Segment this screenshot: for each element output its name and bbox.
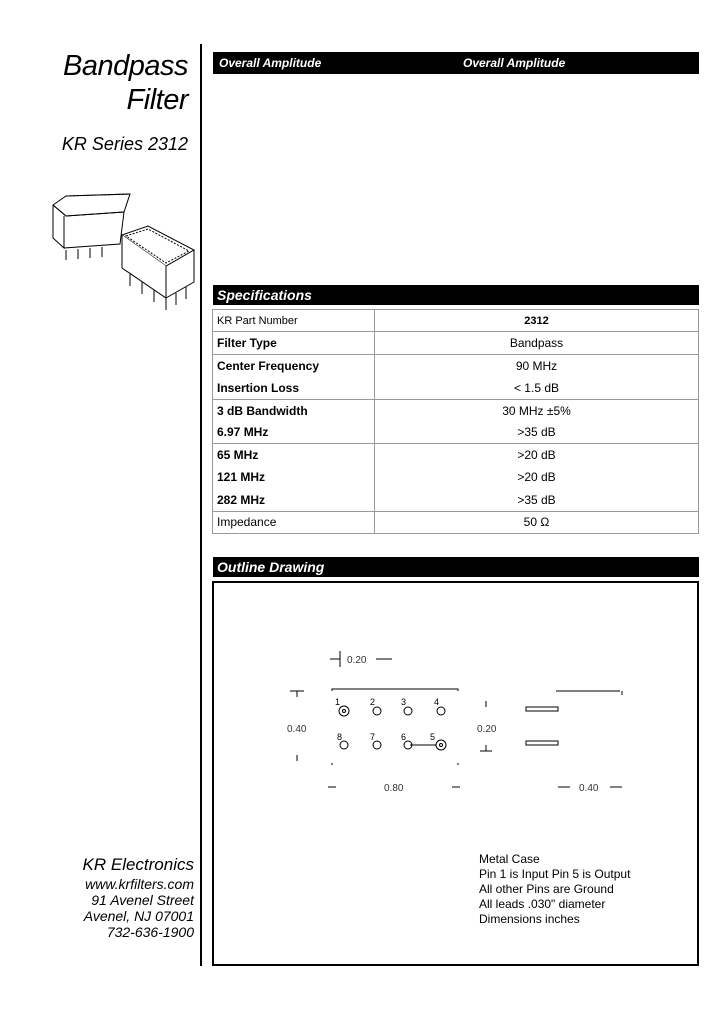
company-website: www.krfilters.com	[85, 876, 194, 892]
spec-value: >35 dB	[375, 489, 699, 511]
dim-label-left: 0.40	[287, 724, 307, 735]
pin-label: 8	[337, 732, 343, 742]
spec-label: KR Part Number	[213, 310, 375, 332]
amplitude-header-left: Overall Amplitude	[219, 56, 322, 70]
pin-label: 5	[430, 732, 436, 742]
pin-label: 4	[434, 697, 440, 707]
table-row	[213, 354, 699, 376]
table-row	[213, 489, 699, 511]
spec-label: Filter Type	[213, 332, 375, 354]
dim-label-bottom: 0.80	[384, 783, 404, 794]
table-row	[213, 511, 699, 533]
note-line: Pin 1 is Input Pin 5 is Output	[479, 867, 631, 881]
pin-label: 6	[401, 732, 407, 742]
specifications-heading: Specifications	[213, 285, 699, 305]
company-city: Avenel, NJ 07001	[83, 908, 194, 924]
company-street: 91 Avenel Street	[91, 892, 194, 908]
table-row	[213, 310, 699, 332]
note-line: All other Pins are Ground	[479, 882, 614, 896]
table-row	[213, 332, 699, 354]
product-title-line2: Filter	[126, 84, 188, 116]
table-row	[213, 421, 699, 443]
pin-label: 7	[370, 732, 376, 742]
spec-label: 6.97 MHz	[213, 421, 375, 443]
outline-drawing	[280, 645, 640, 805]
product-series: KR Series 2312	[61, 134, 188, 154]
note-line: All leads .030" diameter	[479, 897, 606, 911]
spec-value: >20 dB	[517, 448, 556, 463]
pin-label: 2	[370, 697, 376, 707]
spec-value: 30 MHz ±5%	[502, 403, 571, 418]
note-line: Metal Case	[479, 852, 540, 866]
amplitude-header-bar	[213, 52, 699, 74]
spec-label: Insertion Loss	[213, 377, 375, 399]
product-illustration	[48, 190, 198, 315]
note-line: Dimensions inches	[479, 912, 580, 926]
spec-value: Bandpass	[375, 332, 699, 354]
spec-value: 50 Ω	[523, 515, 550, 530]
dim-label-top: 0.20	[347, 655, 367, 666]
spec-value: >20 dB	[517, 470, 556, 485]
spec-label: 3 dB Bandwidth	[213, 399, 375, 421]
vertical-divider	[200, 44, 202, 966]
spec-value: >35 dB	[375, 421, 699, 443]
spec-label: 65 MHz	[213, 444, 375, 466]
amplitude-header-right: Overall Amplitude	[463, 56, 566, 70]
spec-value: 2312	[375, 310, 699, 332]
dim-label-right: 0.20	[477, 724, 497, 735]
spec-value: 90 MHz	[515, 358, 558, 373]
company-name: KR Electronics	[82, 855, 194, 874]
spec-label: Center Frequency	[213, 354, 375, 376]
outline-drawing-heading: Outline Drawing	[213, 557, 699, 577]
company-phone: 732-636-1900	[106, 924, 194, 940]
dim-label-side: 0.40	[579, 783, 599, 794]
pin-label: 3	[401, 697, 407, 707]
table-row	[213, 444, 699, 466]
pin-label: 1	[335, 697, 341, 707]
spec-label: 121 MHz	[213, 466, 375, 488]
specifications-table	[212, 309, 699, 534]
product-title-line1: Bandpass	[63, 50, 188, 82]
table-row	[213, 399, 699, 421]
outline-notes	[479, 852, 630, 927]
spec-value: < 1.5 dB	[375, 377, 699, 399]
table-row	[213, 466, 699, 488]
spec-label: 282 MHz	[213, 489, 375, 511]
spec-label: Impedance	[213, 511, 375, 533]
table-row	[213, 377, 699, 399]
